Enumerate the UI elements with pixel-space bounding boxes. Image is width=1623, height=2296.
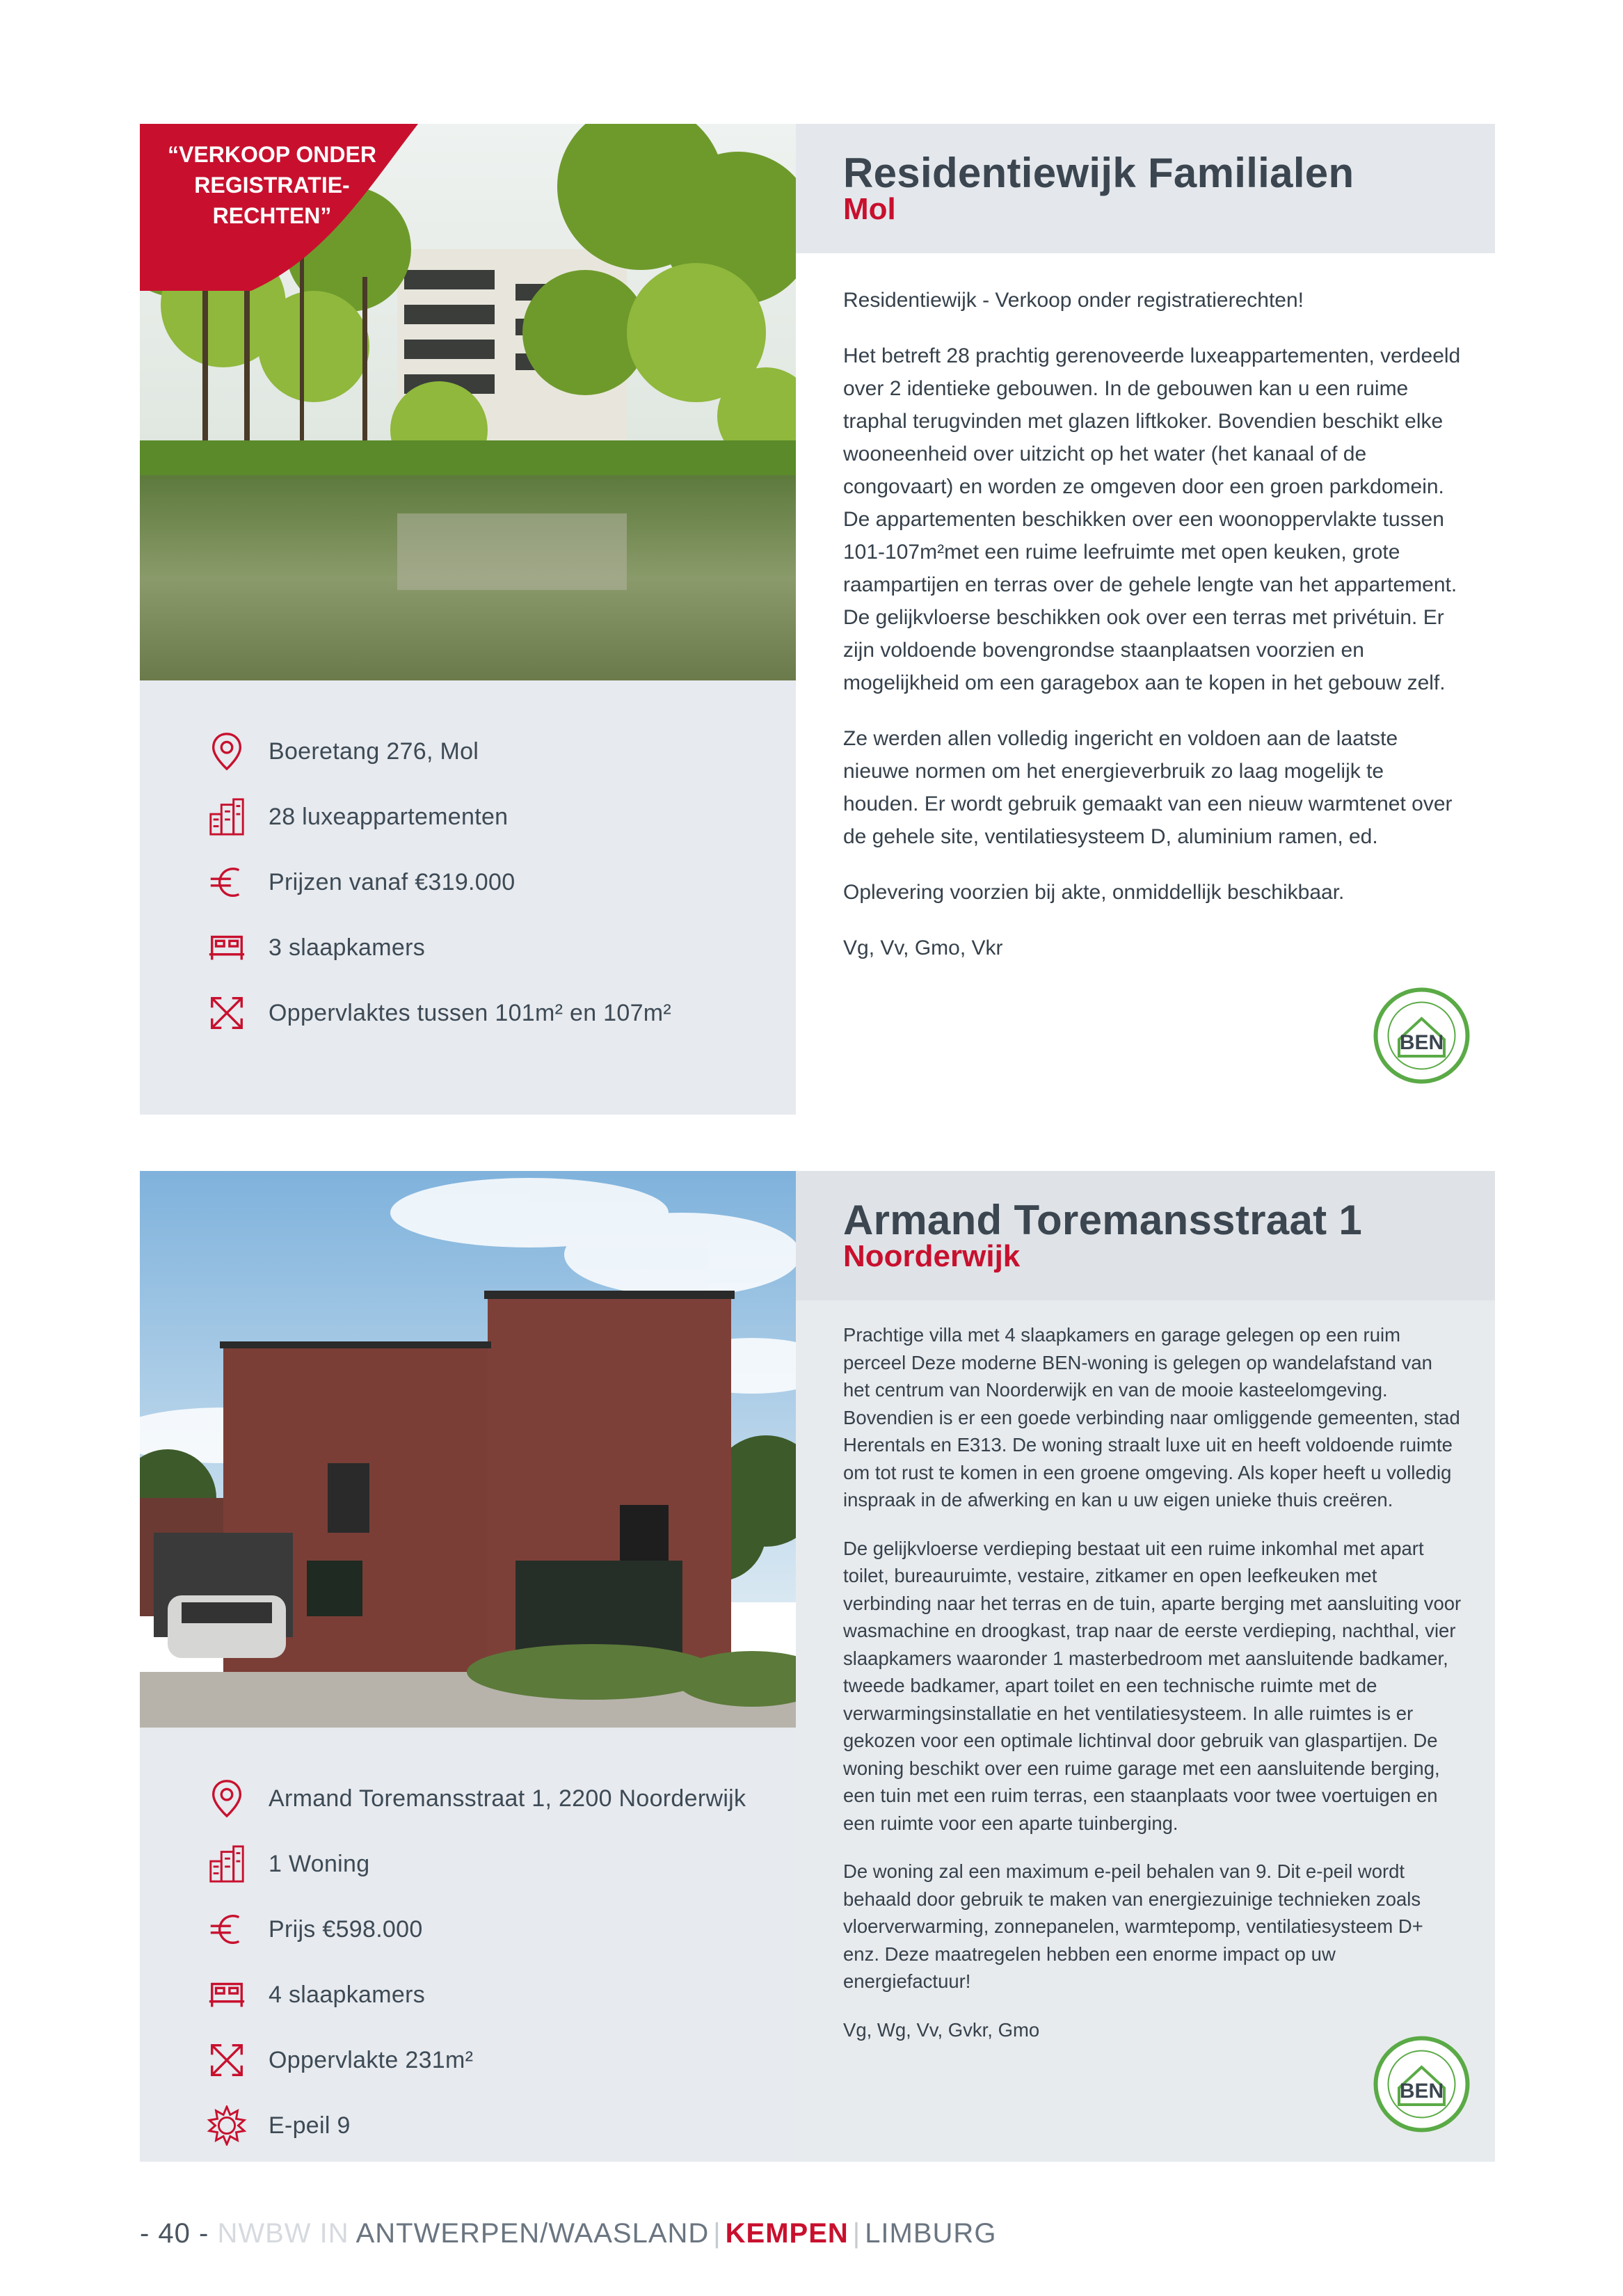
info-units: 28 luxeappartementen: [206, 784, 671, 850]
euro-icon: [206, 861, 248, 903]
svg-text:BEN: BEN: [1399, 2080, 1444, 2103]
description-paragraph: Residentiewijk - Verkoop onder registratierechten!: [843, 289, 1304, 312]
ben-logo-icon: [1371, 2034, 1472, 2135]
info-epeil: E-peil 9: [206, 2093, 746, 2158]
listing-header: [796, 1171, 1495, 1300]
ben-logo-icon: [1371, 985, 1472, 1086]
brick-villa-photo: [140, 1171, 796, 1728]
expand-arrows-icon: [206, 992, 248, 1034]
page-footer: [140, 2218, 996, 2249]
listing-description: [843, 1321, 1462, 2064]
listing-armand-toremansstraat: [140, 1171, 1495, 2162]
info-address: Boeretang 276, Mol: [206, 719, 671, 784]
listing-details: [796, 124, 1495, 1115]
info-list: [206, 719, 671, 1046]
listing-residentiewijk-familialen: [140, 124, 1495, 1115]
listing-title: Residentiewijk Familialen: [843, 150, 1354, 196]
apartment-building-icon: [206, 796, 248, 838]
expand-arrows-icon: [206, 2039, 248, 2081]
listing-title: Armand Toremansstraat 1: [843, 1197, 1363, 1243]
info-bedrooms: 3 slaapkamers: [206, 915, 671, 980]
listing-location: Noorderwijk: [843, 1239, 1021, 1273]
energy-sun-icon: [206, 2105, 248, 2146]
euro-icon: [206, 1908, 248, 1950]
apartment-building-icon: [206, 1843, 248, 1885]
description-paragraph: Ze werden allen volledig ingericht en voldoen aan de laatste nieuwe normen om het energieverbruik zo laag mogelijk te houden. Er wordt gebruik gemaakt van een nieuw warmtenet over de gehele site, ventilatiesysteem D, aluminium ramen, ed.: [843, 727, 1453, 848]
footer-brand: NWBW IN: [217, 2218, 349, 2249]
footer-region-link[interactable]: ANTWERPEN/WAASLAND: [355, 2218, 710, 2249]
info-box: [140, 680, 796, 1115]
bed-icon: [206, 1974, 248, 2016]
page-number: - 40 -: [140, 2218, 209, 2249]
info-bedrooms: 4 slaapkamers: [206, 1962, 746, 2027]
footer-separator: |: [713, 2218, 721, 2249]
listing-header: [796, 124, 1495, 253]
description-paragraph: Oplevering voorzien bij akte, onmiddellijk beschikbaar.: [843, 881, 1345, 904]
svg-text:BEN: BEN: [1399, 1031, 1444, 1054]
info-price: Prijs €598.000: [206, 1897, 746, 1962]
location-pin-icon: [206, 731, 248, 772]
listing-details: [796, 1171, 1495, 2162]
description-paragraph: Prachtige villa met 4 slaapkamers en garage gelegen op een ruim perceel Deze moderne BEN-woning is gelegen op wandelafstand van het centrum van Noorderwijk en van de mooie kasteelomgeving. Bovendien is er een goede verbinding naar omliggende gemeenten, stad Herentals en E313. De woning straalt luxe uit en heeft voldoende ruimte om tot rust te komen in een groene omgeving. Als koper heeft u volledig inspraak in de afwerking en kan u uw eigen unieke thuis creëren.: [843, 1324, 1460, 1510]
footer-region-link-active[interactable]: KEMPEN: [725, 2218, 849, 2249]
listing-description: [843, 284, 1462, 987]
certificate-codes: Vg, Wg, Vv, Gvkr, Gmo: [843, 2018, 1040, 2041]
info-list: [206, 1766, 746, 2158]
info-units: 1 Woning: [206, 1831, 746, 1897]
info-box: [140, 1728, 796, 2162]
info-price: Prijzen vanaf €319.000: [206, 850, 671, 915]
info-surface: Oppervlaktes tussen 101m² en 107m²: [206, 980, 671, 1046]
description-paragraph: Het betreft 28 prachtig gerenoveerde luxeappartementen, verdeeld over 2 identieke gebouwen. In de gebouwen kan u een ruime traphal terugvinden met glazen liftkoker. Bovendien beschikt elke wooneenheid over uitzicht op het water (het kanaal of de congovaart) en worden ze omgeven door een groen parkdomein. De appartementen beschikken over een woonoppervlakte tussen 101-107m²met een ruime leefruimte met open keuken, grote raampartijen en terras over de gehele lengte van het appartement. De gelijkvloerse beschikken ook over een terras met privétuin. Er zijn voldoende bovengrondse staanplaatsen voorzien en mogelijkheid om een garagebox aan te kopen in het gebouw zelf.: [843, 344, 1461, 694]
description-paragraph: De gelijkvloerse verdieping bestaat uit een ruime inkomhal met apart toilet, bureauruimte, vestaire, zitkamer en open leefkeuken met verbinding naar het terras en de tuin, aparte berging met aansluiting voor wasmachine en droogkast, trap naar de eerste verdieping, nachthal, vier slaapkamers waaronder 1 masterbedroom met aansluitende badkamer, tweede badkamer, apart toilet en een technische ruimte met de verwarmingsinstallatie en het ventilatiesysteem. In alle ruimtes is er gekozen voor een optimale lichtinval door gebruik van glaspartijen. De woning beschikt over een ruime garage met een aansluitende berging, een tuin met een ruim terras, een staanplaats voor twee voertuigen en een ruimte voor een aparte tuinberging.: [843, 1537, 1462, 1834]
listing-location: Mol: [843, 192, 896, 226]
location-pin-icon: [206, 1778, 248, 1819]
bed-icon: [206, 927, 248, 968]
sales-badge: “VERKOOP ONDER REGISTRATIE-RECHTEN”: [168, 142, 376, 228]
description-paragraph: De woning zal een maximum e-peil behalen van 9. Dit e-peil wordt behaald door gebruik te maken van energiezuinige technieken zoals vloerverwarming, zonnepanelen, warmtepomp, ventilatiesysteem D+ enz. Deze maatregelen hebben een enorme impact op uw energiefactuur!: [843, 1860, 1423, 1992]
footer-separator: |: [852, 2218, 861, 2249]
certificate-codes: Vg, Vv, Gmo, Vkr: [843, 936, 1003, 959]
info-surface: Oppervlakte 231m²: [206, 2027, 746, 2093]
info-address: Armand Toremansstraat 1, 2200 Noorderwijk: [206, 1766, 746, 1831]
building-by-canal-photo: [140, 124, 796, 680]
footer-region-link[interactable]: LIMBURG: [865, 2218, 997, 2249]
